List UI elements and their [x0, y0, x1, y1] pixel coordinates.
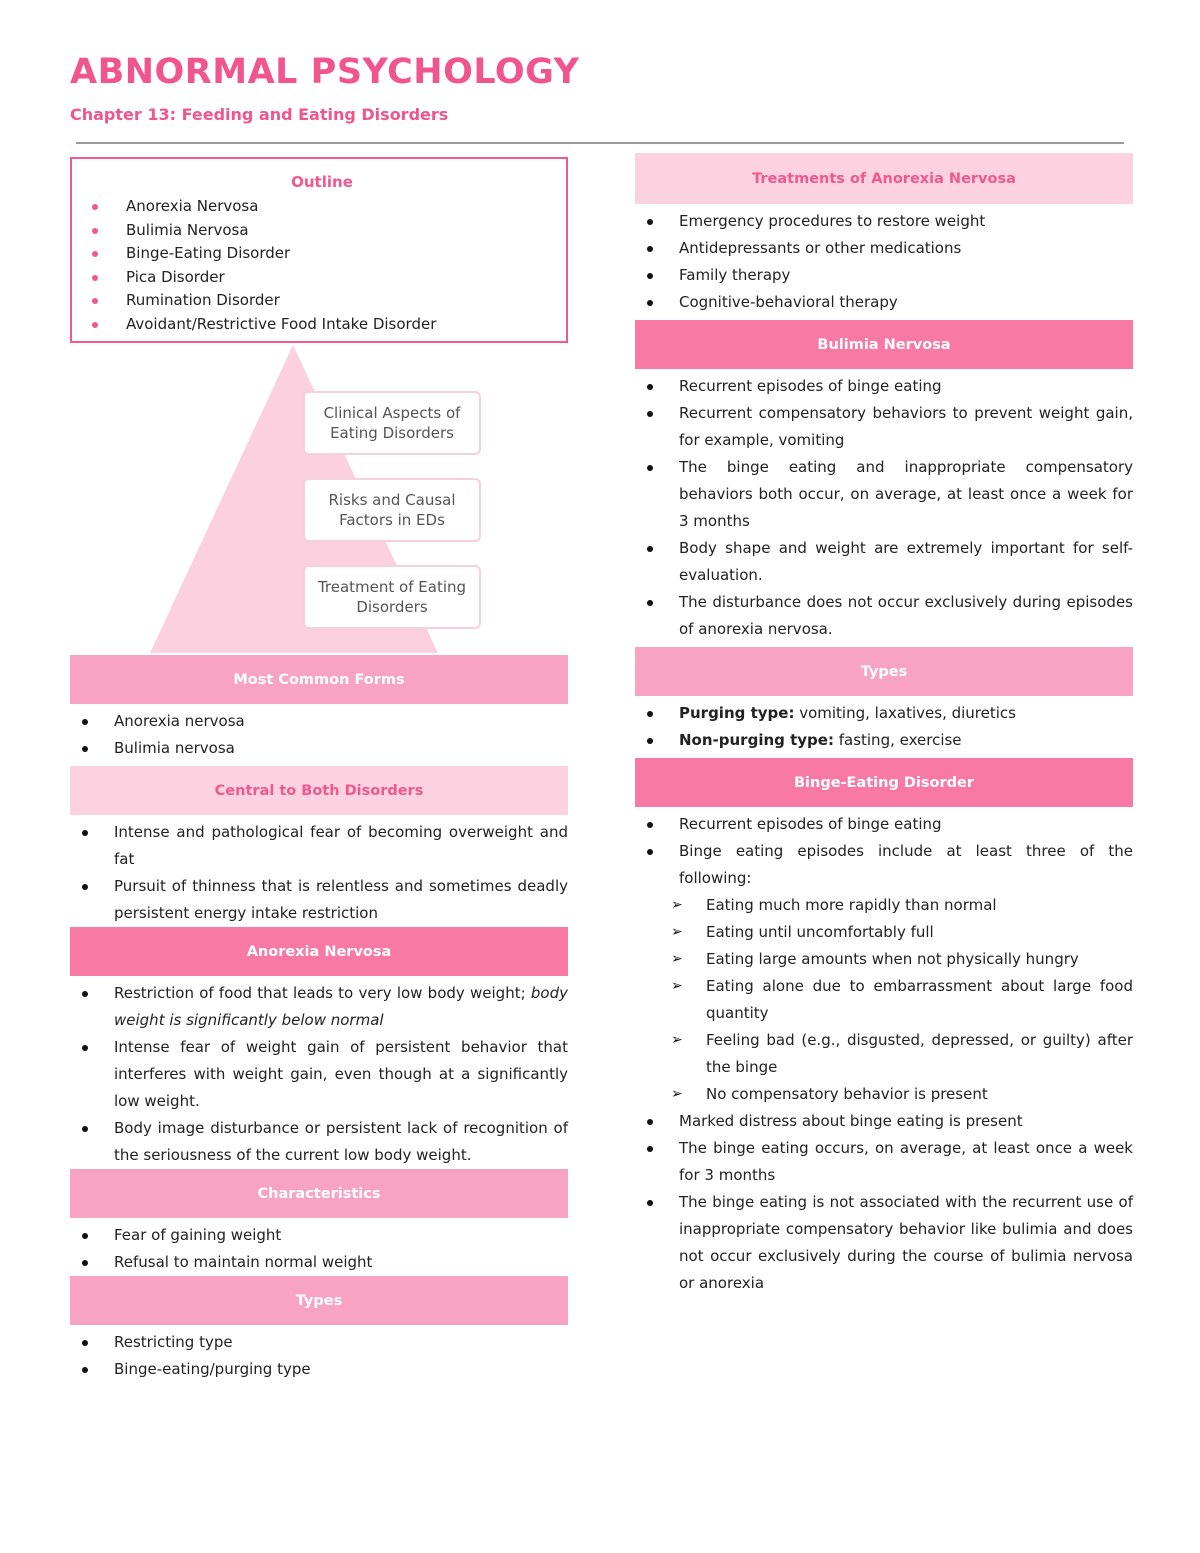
list-item: The binge eating is not associated with the recurrent use of inappropriate compensatory behavior like bulimia and does not occur exclusively during the course of bulimia nervosa or anorexia	[635, 1189, 1133, 1297]
list-item: Cognitive-behavioral therapy	[635, 289, 1133, 316]
list-item: Fear of gaining weight	[70, 1222, 568, 1249]
characteristics-list	[70, 1218, 568, 1276]
section-header-types-left: Types	[70, 1276, 568, 1325]
outline-item: Anorexia Nervosa	[88, 195, 556, 219]
nonpurging-label: Non-purging type:	[679, 731, 834, 749]
sub-list-item: ➢ Eating until uncomfortably full	[635, 919, 1133, 946]
list-item: Recurrent episodes of binge eating	[635, 373, 1133, 400]
sub-list-item: ➢ Eating alone due to embarrassment about large food quantity	[635, 973, 1133, 1027]
anorexia-list	[70, 976, 568, 1169]
list-item-text: Restriction of food that leads to very low body weight;	[114, 984, 526, 1002]
sub-list-item: ➢ Eating much more rapidly than normal	[635, 892, 1133, 919]
outline-title: Outline	[291, 173, 353, 191]
nonpurging-text: fasting, exercise	[833, 731, 962, 749]
section-header-types-right: Types	[635, 647, 1133, 696]
outline-box	[70, 157, 568, 343]
list-item: Emergency procedures to restore weight	[635, 208, 1133, 235]
left-column	[70, 157, 568, 1383]
sub-list-item: ➢ Eating large amounts when not physically hungry	[635, 946, 1133, 973]
list-item: Body shape and weight are extremely important for self-evaluation.	[635, 535, 1133, 589]
list-item	[635, 700, 1133, 727]
list-item: Restricting type	[70, 1329, 568, 1356]
outline-item: Bulimia Nervosa	[88, 219, 556, 243]
list-item: The disturbance does not occur exclusively during episodes of anorexia nervosa.	[635, 589, 1133, 643]
purging-text: vomiting, laxatives, diuretics	[794, 704, 1016, 722]
right-column	[635, 153, 1133, 1297]
section-header-bulimia: Bulimia Nervosa	[635, 320, 1133, 369]
list-item: Body image disturbance or persistent lack of recognition of the seriousness of the current low body weight.	[70, 1115, 568, 1169]
list-item	[70, 980, 568, 1034]
section-header-characteristics: Characteristics	[70, 1169, 568, 1218]
header-divider	[76, 142, 1124, 144]
binge-list	[635, 807, 1133, 1297]
outline-item: Pica Disorder	[88, 266, 556, 290]
section-header-most-common: Most Common Forms	[70, 655, 568, 704]
section-header-anorexia: Anorexia Nervosa	[70, 927, 568, 976]
list-item: The binge eating occurs, on average, at least once a week for 3 months	[635, 1135, 1133, 1189]
list-item: Binge eating episodes include at least three of the following:	[635, 838, 1133, 892]
sub-list-item: ➢ No compensatory behavior is present	[635, 1081, 1133, 1108]
list-item: Marked distress about binge eating is present	[635, 1108, 1133, 1135]
list-item: Pursuit of thinness that is relentless and sometimes deadly persistent energy intake restriction	[70, 873, 568, 927]
list-item	[635, 727, 1133, 754]
list-item: Antidepressants or other medications	[635, 235, 1133, 262]
list-item: Refusal to maintain normal weight	[70, 1249, 568, 1276]
pyramid-tier-clinical: Clinical Aspects of Eating Disorders	[303, 391, 481, 455]
list-item-emphasis: body weight is significantly below normal	[114, 984, 568, 1029]
page-subtitle: Chapter 13: Feeding and Eating Disorders	[70, 105, 449, 124]
pyramid-tier-risks: Risks and Causal Factors in EDs	[303, 478, 481, 542]
outline-list	[88, 195, 556, 336]
list-item: Family therapy	[635, 262, 1133, 289]
list-item: The binge eating and inappropriate compensatory behaviors both occur, on average, at least once a week for 3 months	[635, 454, 1133, 535]
central-list	[70, 815, 568, 927]
section-header-central: Central to Both Disorders	[70, 766, 568, 815]
list-item: Intense fear of weight gain of persistent behavior that interferes with weight gain, even though at a significantly low weight.	[70, 1034, 568, 1115]
types-right-list	[635, 696, 1133, 758]
list-item: Anorexia nervosa	[70, 708, 568, 735]
treatments-list	[635, 204, 1133, 320]
outline-item: Rumination Disorder	[88, 289, 556, 313]
section-header-treatments: Treatments of Anorexia Nervosa	[635, 153, 1133, 204]
pyramid-diagram	[70, 343, 568, 655]
sub-list-item: ➢ Feeling bad (e.g., disgusted, depressed, or guilty) after the binge	[635, 1027, 1133, 1081]
list-item: Recurrent episodes of binge eating	[635, 811, 1133, 838]
outline-item: Avoidant/Restrictive Food Intake Disorder	[88, 313, 556, 337]
list-item: Intense and pathological fear of becoming overweight and fat	[70, 819, 568, 873]
bulimia-list	[635, 369, 1133, 647]
types-left-list	[70, 1325, 568, 1383]
list-item: Binge-eating/purging type	[70, 1356, 568, 1383]
outline-item: Binge-Eating Disorder	[88, 242, 556, 266]
pyramid-tier-treatment: Treatment of Eating Disorders	[303, 565, 481, 629]
page-title: ABNORMAL PSYCHOLOGY	[70, 52, 580, 92]
most-common-list	[70, 704, 568, 766]
section-header-binge: Binge-Eating Disorder	[635, 758, 1133, 807]
list-item: Recurrent compensatory behaviors to prevent weight gain, for example, vomiting	[635, 400, 1133, 454]
purging-label: Purging type:	[679, 704, 795, 722]
list-item: Bulimia nervosa	[70, 735, 568, 762]
